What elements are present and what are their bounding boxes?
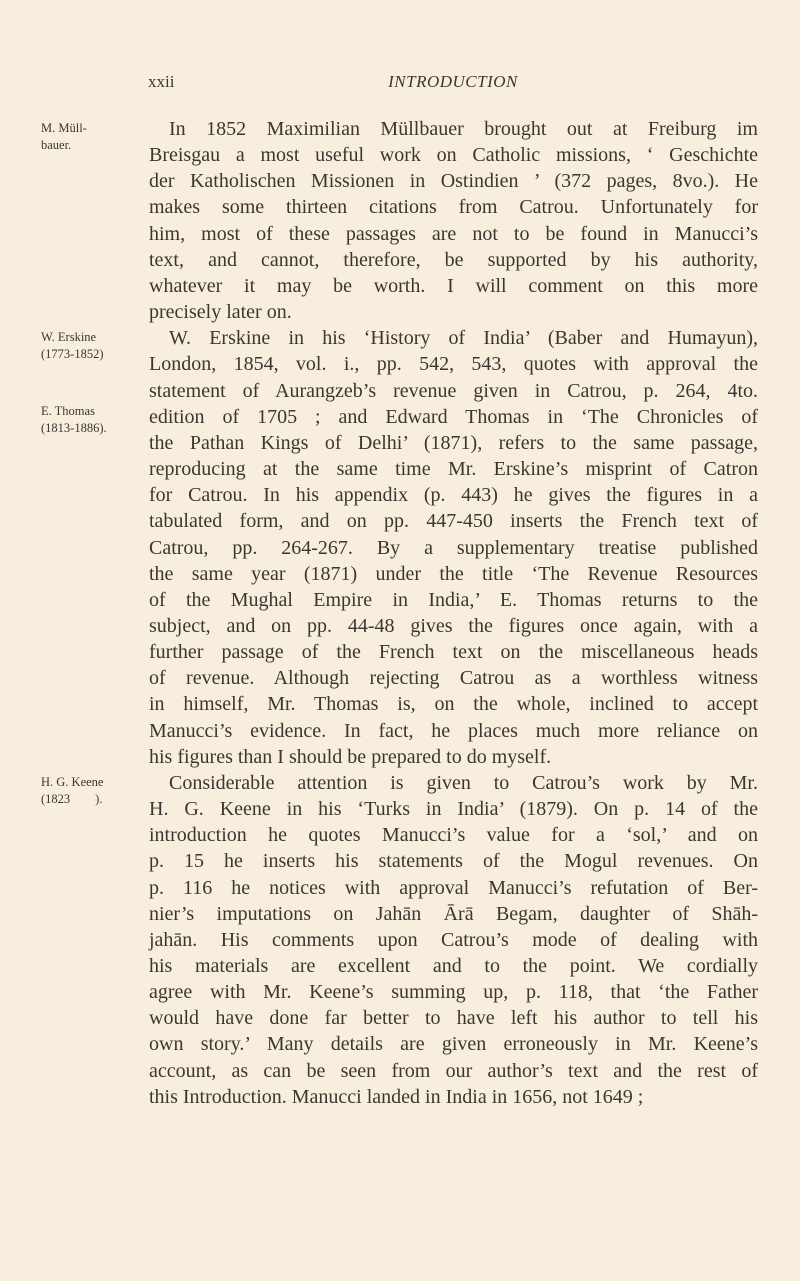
running-header xyxy=(148,72,758,98)
text-line: further passage of the French text on the miscellaneous heads xyxy=(149,641,758,664)
margin-note-line: (1823 ). xyxy=(41,792,103,806)
text-line: tabulated form, and on pp. 447-450 inserts the French text of xyxy=(149,510,758,533)
margin-note-thomas xyxy=(41,403,136,437)
text-line: his figures than I should be prepared to do myself. xyxy=(149,745,552,768)
margin-note-line: (1813-1886). xyxy=(41,421,107,435)
text-line: der Katholischen Missionen in Ostindien ’ (372 pages, 8vo.). He xyxy=(149,170,758,193)
text-line: H. G. Keene in his ‘Turks in India’ (1879). On p. 14 of the xyxy=(149,798,758,821)
text-line: this Introduction. Manucci landed in India in 1656, not 1649 ; xyxy=(149,1085,644,1108)
text-line: him, most of these passages are not to be found in Manucci’s xyxy=(149,222,758,245)
text-line: p. 15 he inserts his statements of the Mogul revenues. On xyxy=(149,850,758,873)
margin-note-line: W. Erskine xyxy=(41,330,97,344)
text-line: agree with Mr. Keene’s summing up, p. 118, that ‘the Father xyxy=(149,981,758,1004)
text-line: edition of 1705 ; and Edward Thomas in ‘The Chronicles of xyxy=(149,405,758,428)
margin-note-line: H. G. Keene xyxy=(41,775,104,789)
text-line: of the Mughal Empire in India,’ E. Thomas returns to the xyxy=(149,588,758,611)
text-line: the same year (1871) under the title ‘The Revenue Resources xyxy=(149,562,758,585)
margin-note-erskine xyxy=(41,329,136,363)
text-line: own story.’ Many details are given erroneously in Mr. Keene’s xyxy=(149,1033,758,1056)
page-number: xxii xyxy=(148,72,175,91)
margin-note-line: bauer. xyxy=(41,138,72,152)
text-line: subject, and on pp. 44-48 gives the figures once again, with a xyxy=(149,614,758,637)
text-line: for Catrou. In his appendix (p. 443) he gives the figures in a xyxy=(149,484,758,507)
text-line: Breisgau a most useful work on Catholic missions, ‘ Geschichte xyxy=(149,144,758,167)
text-line: jahān. His comments upon Catrou’s mode of dealing with xyxy=(149,928,758,951)
margin-note-line: M. Müll- xyxy=(41,121,87,135)
text-line: Considerable attention is given to Catrou’s work by Mr. xyxy=(169,771,758,794)
margin-note-line: (1773-1852) xyxy=(41,347,104,361)
text-line: nier’s imputations on Jahān Ārā Begam, daughter of Shāh- xyxy=(149,902,758,925)
running-title: INTRODUCTION xyxy=(388,72,518,91)
text-line: statement of Aurangzeb’s revenue given in Catrou, p. 264, 4to. xyxy=(149,379,758,402)
text-line: the Pathan Kings of Delhi’ (1871), refers to the same passage, xyxy=(149,431,758,454)
text-line: in himself, Mr. Thomas is, on the whole, inclined to accept xyxy=(149,693,758,716)
text-line: W. Erskine in his ‘History of India’ (Baber and Humayun), xyxy=(169,327,758,350)
text-line: of revenue. Although rejecting Catrou as a worthless witness xyxy=(149,667,758,690)
text-line: precisely later on. xyxy=(149,301,292,324)
text-line: would have done far better to have left his author to tell his xyxy=(149,1007,758,1030)
text-line: text, and cannot, therefore, be supported by his authority, xyxy=(149,248,758,271)
text-line: London, 1854, vol. i., pp. 542, 543, quotes with approval the xyxy=(149,353,758,376)
text-line: whatever it may be worth. I will comment on this more xyxy=(149,274,758,297)
text-line: introduction he quotes Manucci’s value for a ‘sol,’ and on xyxy=(149,824,758,847)
text-line: reproducing at the same time Mr. Erskine’s misprint of Catron xyxy=(149,458,758,481)
text-line: account, as can be seen from our author’s text and the rest of xyxy=(149,1059,758,1082)
text-line: p. 116 he notices with approval Manucci’s refutation of Ber- xyxy=(149,876,758,899)
text-line: his materials are excellent and to the point. We cordially xyxy=(149,955,758,977)
margin-note-keene xyxy=(41,774,136,808)
text-line: makes some thirteen citations from Catrou. Unfortunately for xyxy=(149,196,758,219)
text-line: In 1852 Maximilian Müllbauer brought out at Freiburg im xyxy=(169,118,758,140)
text-line: Catrou, pp. 264-267. By a supplementary treatise published xyxy=(149,536,758,559)
margin-note-line: E. Thomas xyxy=(41,404,95,418)
margin-note-mullbauer xyxy=(41,120,136,154)
body-text xyxy=(149,116,758,1110)
text-line: Manucci’s evidence. In fact, he places much more reliance on xyxy=(149,719,758,742)
